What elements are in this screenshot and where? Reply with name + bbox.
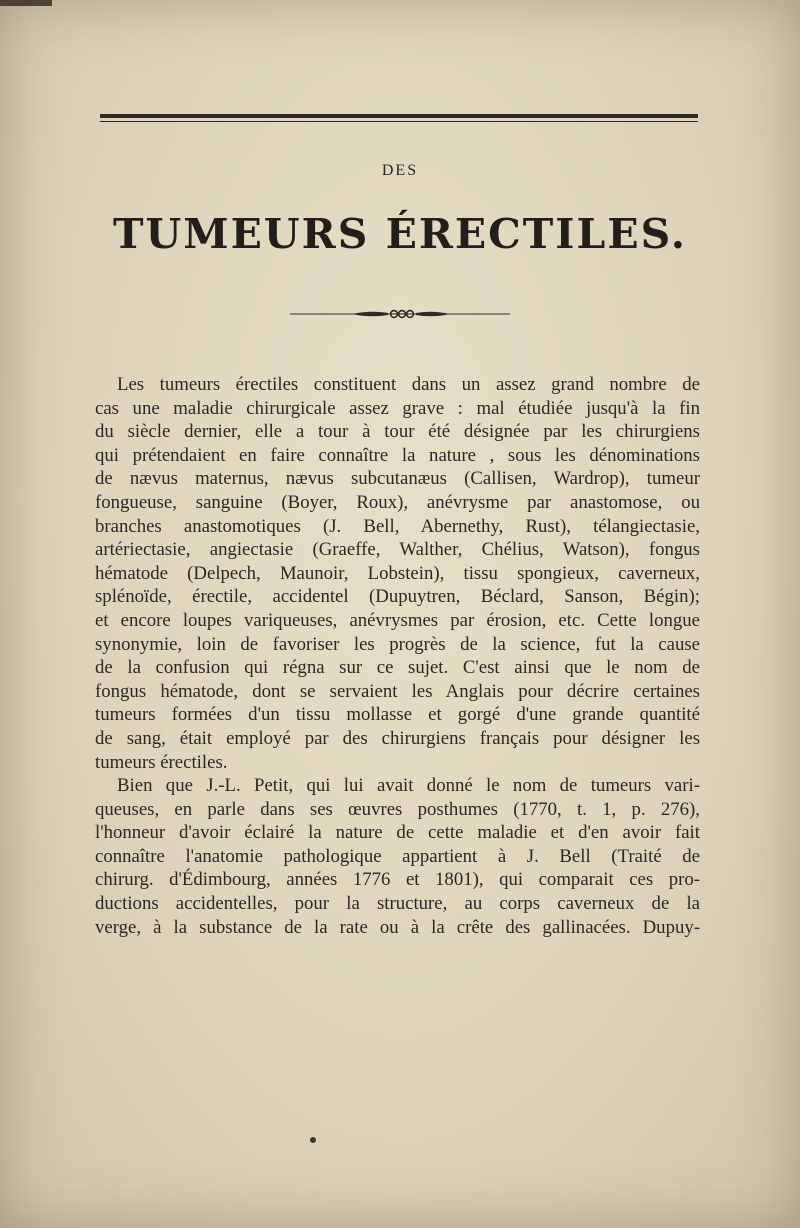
text-line: splénoïde, érectile, accidentel (Dupuytren, Béclard, Sanson, Bégin); bbox=[95, 586, 700, 608]
body-text bbox=[95, 373, 700, 939]
text-line: synonymie, loin de favoriser les progrès de la science, fut la cause bbox=[95, 633, 700, 655]
text-line: de nævus maternus, nævus subcutanæus (Callisen, Wardrop), tumeur bbox=[95, 468, 700, 490]
text-line: verge, à la substance de la rate ou à la crête des gallinacées. Dupuy- bbox=[95, 916, 700, 938]
binding-mark bbox=[0, 0, 52, 6]
ornament-divider bbox=[290, 307, 510, 321]
text-line: tumeurs formées d'un tissu mollasse et gorgé d'une grande quantité bbox=[95, 704, 700, 726]
text-line: de sang, était employé par des chirurgiens français pour désigner les bbox=[95, 727, 700, 749]
text-line: ductions accidentelles, pour la structure, au corps caverneux de la bbox=[95, 893, 700, 915]
header-rule-thick bbox=[100, 114, 698, 118]
section-title: TUMEURS ÉRECTILES. bbox=[112, 210, 687, 258]
text-line: branches anastomotiques (J. Bell, Abernethy, Rust), télangiectasie, bbox=[95, 515, 700, 537]
section-pretitle: DES bbox=[381, 162, 419, 179]
text-line: cas une maladie chirurgicale assez grave : mal étudiée jusqu'à la fin bbox=[95, 397, 700, 419]
text-line: chirurg. d'Édimbourg, années 1776 et 1801), qui comparait ces pro- bbox=[95, 869, 700, 891]
text-line: tumeurs érectiles. bbox=[95, 751, 228, 773]
text-line: artériectasie, angiectasie (Graeffe, Walther, Chélius, Watson), fongus bbox=[95, 539, 700, 561]
text-line: queuses, en parle dans ses œuvres posthumes (1770, t. 1, p. 276), bbox=[95, 798, 700, 820]
text-line: de la confusion qui régna sur ce sujet. C'est ainsi que le nom de bbox=[95, 657, 700, 679]
text-line: connaître l'anatomie pathologique appartient à J. Bell (Traité de bbox=[95, 845, 700, 867]
header-rule-thin bbox=[100, 121, 698, 122]
text-line: l'honneur d'avoir éclairé la nature de cette maladie et d'en avoir fait bbox=[95, 822, 700, 844]
text-line: qui prétendaient en faire connaître la nature , sous les dénominations bbox=[95, 444, 700, 466]
text-line: Les tumeurs érectiles constituent dans un assez grand nombre de bbox=[117, 374, 700, 395]
text-line: hématode (Delpech, Maunoir, Lobstein), tissu spongieux, caverneux, bbox=[95, 562, 700, 584]
text-line: fongus hématode, dont se servaient les Anglais pour décrire certaines bbox=[95, 680, 700, 702]
text-line: et encore loupes variqueuses, anévrysmes par érosion, etc. Cette longue bbox=[95, 609, 700, 631]
page-dot bbox=[310, 1137, 316, 1143]
text-line: fongueuse, sanguine (Boyer, Roux), anévrysme par anastomose, ou bbox=[95, 491, 700, 513]
text-line: du siècle dernier, elle a tour à tour été désignée par les chirurgiens bbox=[95, 421, 700, 443]
text-line: Bien que J.-L. Petit, qui lui avait donné le nom de tumeurs vari- bbox=[117, 775, 700, 797]
